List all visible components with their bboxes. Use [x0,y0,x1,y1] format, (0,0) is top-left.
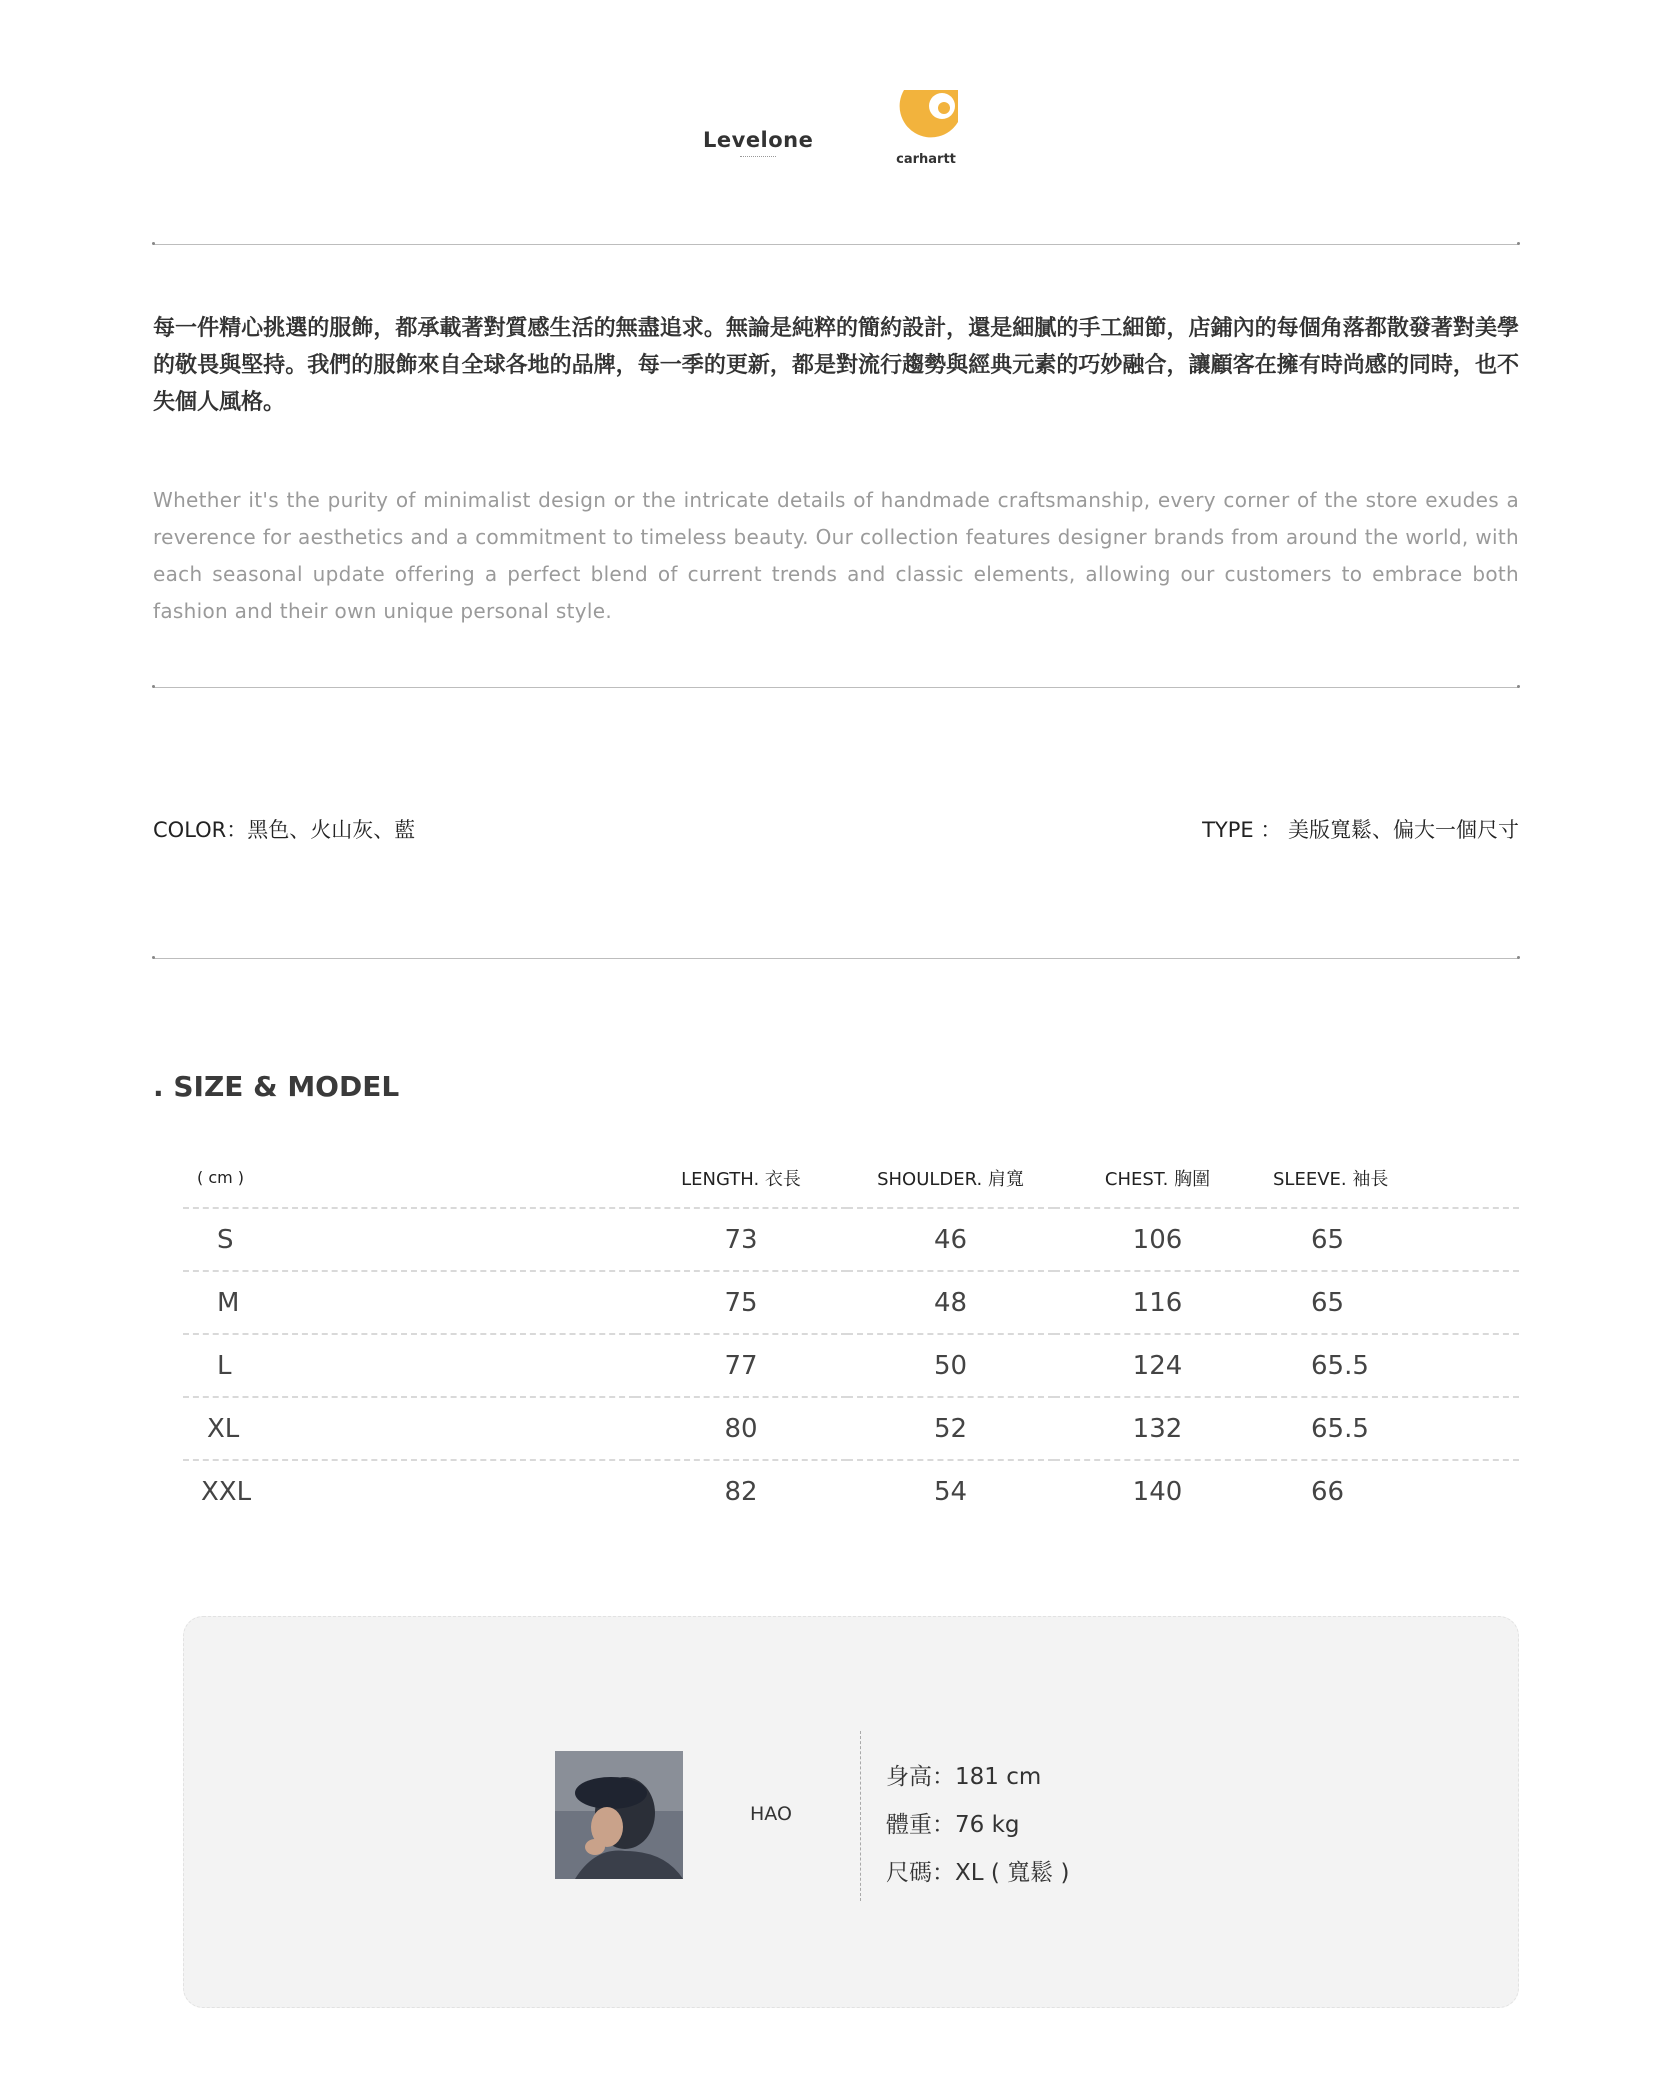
divider-2 [153,687,1519,688]
divider-3 [153,958,1519,959]
cell-size: L [183,1334,635,1397]
cell-shoulder: 50 [847,1334,1054,1397]
size-table-header [183,1148,1519,1208]
cell-size: M [183,1271,635,1334]
carhartt-logo [886,84,966,184]
intro-chinese: 每一件精心挑選的服飾，都承載著對質感生活的無盡追求。無論是純粹的簡約設計，還是細膩的手工細節，店鋪內的每個角落都散發著對美學的敬畏與堅持。我們的服飾來自全球各地的品牌，每一季的更新，都是對流行趨勢與經典元素的巧妙融合，讓顧客在擁有時尚感的同時，也不失個人風格。 [153,316,1519,415]
cell-sleeve: 65 [1261,1208,1519,1271]
levelone-logo-underline [740,156,776,160]
carhartt-c-icon [886,84,966,150]
cell-length: 82 [635,1460,847,1523]
cell-length: 77 [635,1334,847,1397]
cell-shoulder: 52 [847,1397,1054,1460]
levelone-logo: Levelone [703,128,814,152]
size-row-xl [183,1397,1519,1460]
model-weight: 體重：76 kg [886,1812,1020,1838]
type-spec: TYPE ： 美版寬鬆、偏大一個尺寸 [1202,818,1519,842]
model-divider [860,1731,861,1901]
model-height: 身高：181 cm [886,1764,1042,1790]
cell-chest: 132 [1054,1397,1261,1460]
cell-size: XXL [183,1460,635,1523]
model-card [183,1616,1519,2008]
size-row-xxl [183,1460,1519,1523]
size-row-s [183,1208,1519,1271]
carhartt-wordmark: carhartt [896,152,956,167]
cell-shoulder: 46 [847,1208,1054,1271]
model-size: 尺碼：XL ( 寬鬆 ) [886,1860,1070,1886]
intro-english: Whether it's the purity of minimalist design or the intricate details of handmade craftsmanship, every corner of the store exudes a reverence for aesthetics and a commitment to timeless beauty. Our collection features designer brands from around the world, with each seasonal update offering a perfect blend of current trends and classic elements, allowing our customers to embrace both fashion and their own unique personal style. [153,488,1519,623]
header-shoulder: SHOULDER. 肩寬 [877,1168,1024,1190]
cell-length: 75 [635,1271,847,1334]
cell-sleeve: 65.5 [1261,1397,1519,1460]
cell-shoulder: 54 [847,1460,1054,1523]
header-sleeve: SLEEVE. 袖長 [1273,1168,1389,1190]
divider-1 [153,244,1519,245]
brand-logos [0,84,1664,184]
cell-chest: 116 [1054,1271,1261,1334]
size-model-title: . SIZE & MODEL [153,1070,400,1103]
cell-length: 73 [635,1208,847,1271]
cell-sleeve: 65 [1261,1271,1519,1334]
cell-chest: 140 [1054,1460,1261,1523]
model-stats [886,1753,1069,1897]
cell-chest: 124 [1054,1334,1261,1397]
size-table [183,1148,1519,1523]
cell-length: 80 [635,1397,847,1460]
color-spec: COLOR：黑色、火山灰、藍 [153,818,416,842]
cell-chest: 106 [1054,1208,1261,1271]
cell-sleeve: 65.5 [1261,1334,1519,1397]
header-chest: CHEST. 胸圍 [1104,1168,1211,1190]
cell-shoulder: 48 [847,1271,1054,1334]
model-photo [555,1751,683,1879]
cell-size: S [183,1208,635,1271]
cell-sleeve: 66 [1261,1460,1519,1523]
size-row-l [183,1334,1519,1397]
model-name: HAO [750,1803,792,1825]
unit-label: ( cm ) [197,1168,245,1187]
size-row-m [183,1271,1519,1334]
header-length: LENGTH. 衣長 [681,1168,801,1190]
cell-size: XL [183,1397,635,1460]
